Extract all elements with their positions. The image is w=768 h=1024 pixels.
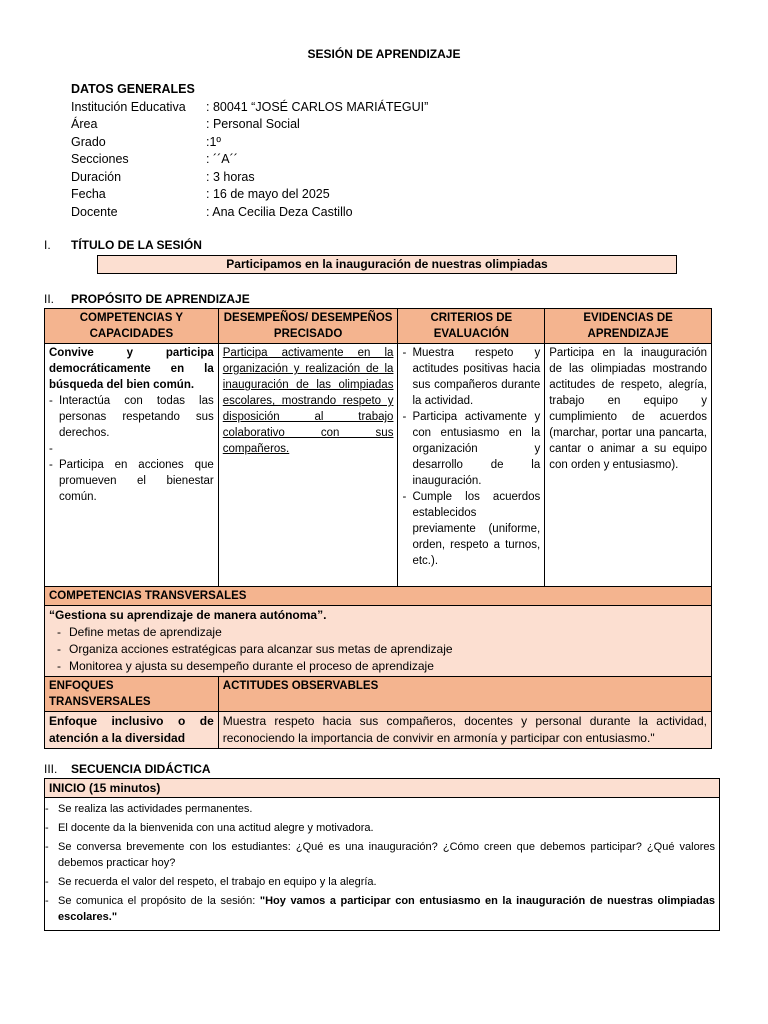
desempeno-text: Participa activamente en la organización y realización de la inauguración de las olimpiadas escolares, mostrando respeto y disposición al trabajo colaborativo con sus compañeros.	[222, 347, 394, 455]
enfoque-cell: Enfoque inclusivo o de atención a la diversidad	[45, 712, 219, 749]
enfoques-header-row	[45, 677, 712, 712]
header-evidencias: EVIDENCIAS DE APRENDIZAJE	[545, 309, 712, 344]
desempeno-cell	[218, 344, 398, 587]
session-title-banner: Participamos en la inauguración de nuestras olimpiadas	[97, 255, 677, 274]
transversales-header-row	[45, 587, 712, 606]
table-row	[45, 344, 712, 587]
datos-row-grado	[71, 134, 428, 152]
list-item: - Organiza acciones estratégicas para alcanzar sus metas de aprendizaje	[57, 641, 707, 658]
section-label: TÍTULO DE LA SESIÓN	[71, 238, 202, 252]
datos-row-area	[71, 116, 428, 134]
datos-label: Secciones	[71, 152, 129, 166]
section-number: III.	[44, 762, 58, 776]
inicio-list	[49, 801, 715, 925]
list-item: - Interactúa con todas las personas respetando sus derechos.	[49, 393, 214, 441]
capacidades-list	[49, 393, 214, 505]
inicio-header-row	[45, 779, 720, 798]
table-header-row	[45, 309, 712, 344]
section-proposito	[44, 292, 250, 306]
datos-label: Duración	[71, 169, 122, 184]
secuencia-table	[44, 778, 720, 931]
proposito-quote: "Hoy vamos a participar con entusiasmo en la inauguración de nuestras olimpiadas escolares."	[58, 895, 716, 923]
section-label: PROPÓSITO DE APRENDIZAJE	[71, 292, 250, 306]
gestiona-list	[49, 624, 707, 675]
header-competencias: COMPETENCIAS Y CAPACIDADES	[45, 309, 219, 344]
datos-value: : ´´A´´	[206, 152, 238, 166]
competencias-cell	[45, 344, 219, 587]
section-number: II.	[44, 292, 55, 306]
list-item: - Define metas de aprendizaje	[57, 624, 707, 641]
inicio-cell	[45, 798, 720, 931]
datos-value: : Personal Social	[206, 117, 300, 131]
section-number: I.	[44, 238, 51, 252]
list-item	[49, 441, 214, 457]
list-item: - El docente da la bienvenida con una actitud alegre y motivadora.	[49, 820, 715, 836]
section-label: SECUENCIA DIDÁCTICA	[71, 762, 211, 776]
actitud-cell: Muestra respeto hacia sus compañeros, docentes y personal durante la actividad, reconociendo la importancia de convivir en armonía y participar con entusiasmo."	[218, 712, 711, 749]
datos-row-docente	[71, 204, 428, 222]
inicio-label: INICIO (15 minutos)	[45, 779, 720, 798]
datos-row-fecha	[71, 186, 428, 204]
datos-value: :1º	[206, 134, 221, 149]
header-desempenos: DESEMPEÑOS/ DESEMPEÑOS PRECISADO	[218, 309, 398, 344]
datos-row-institucion	[71, 99, 428, 117]
list-item: - Participa activamente y con entusiasmo en la organización y desarrollo de la inauguración.	[402, 409, 540, 489]
datos-value: : 3 horas	[206, 169, 255, 184]
section-titulo	[44, 238, 202, 252]
header-criterios: CRITERIOS DE EVALUACIÓN	[398, 309, 545, 344]
datos-label: Institución Educativa	[71, 99, 186, 114]
datos-value: : Ana Cecilia Deza Castillo	[206, 204, 353, 219]
list-item: - Se conversa brevemente con los estudiantes: ¿Qué es una inauguración? ¿Cómo creen que debemos participar? ¿Qué valores debemos practicar hoy?	[49, 839, 715, 871]
page-title: SESIÓN DE APRENDIZAJE	[307, 47, 461, 61]
enfoques-label: ENFOQUES TRANSVERSALES	[45, 677, 219, 712]
criterios-list	[402, 345, 540, 569]
datos-value: : 80041 “JOSÉ CARLOS MARIÁTEGUI”	[206, 99, 429, 114]
list-item: - Muestra respeto y actitudes positivas hacia sus compañeros durante la actividad.	[402, 345, 540, 409]
proposito-prefix: Se comunica el propósito de la sesión:	[58, 895, 260, 907]
list-item: - Se realiza las actividades permanentes.	[49, 801, 715, 817]
transversales-row	[45, 606, 712, 677]
list-item: - Monitorea y ajusta su desempeño durante el proceso de aprendizaje	[57, 658, 707, 675]
criterios-cell	[398, 344, 545, 587]
list-item: - Participa en acciones que promueven el bienestar común.	[49, 457, 214, 505]
datos-heading: DATOS GENERALES	[71, 82, 195, 96]
datos-generales	[71, 81, 428, 221]
datos-value: : 16 de mayo del 2025	[206, 187, 330, 201]
datos-label: Fecha	[71, 187, 106, 201]
list-item: - Se recuerda el valor del respeto, el trabajo en equipo y la alegría.	[49, 874, 715, 890]
competencia-text: Convive y participa democráticamente en la búsqueda del bien común.	[49, 347, 214, 391]
datos-label: Grado	[71, 134, 106, 149]
list-item	[49, 893, 715, 925]
datos-label: Área	[71, 117, 98, 131]
evidencias-cell: Participa en la inauguración de las olimpiadas mostrando actitudes de respeto, alegría, trabajo en equipo y cumplimiento de acuerdos (marchar, portar una pancarta, cantar o animar a su equipo con orden y entusiasmo).	[545, 344, 712, 587]
proposito-table	[44, 308, 712, 749]
datos-row-secciones	[71, 151, 428, 169]
actitudes-label: ACTITUDES OBSERVABLES	[218, 677, 711, 712]
transversales-cell	[45, 606, 712, 677]
section-secuencia	[44, 762, 211, 776]
datos-row-duracion	[71, 169, 428, 187]
datos-label: Docente	[71, 204, 118, 219]
list-item: - Cumple los acuerdos establecidos previamente (uniforme, orden, respeto a turnos, etc.).	[402, 489, 540, 569]
enfoques-row	[45, 712, 712, 749]
inicio-row	[45, 798, 720, 931]
transversales-label: COMPETENCIAS TRANSVERSALES	[45, 587, 712, 606]
gestiona-text: “Gestiona su aprendizaje de manera autónoma”.	[49, 608, 327, 622]
